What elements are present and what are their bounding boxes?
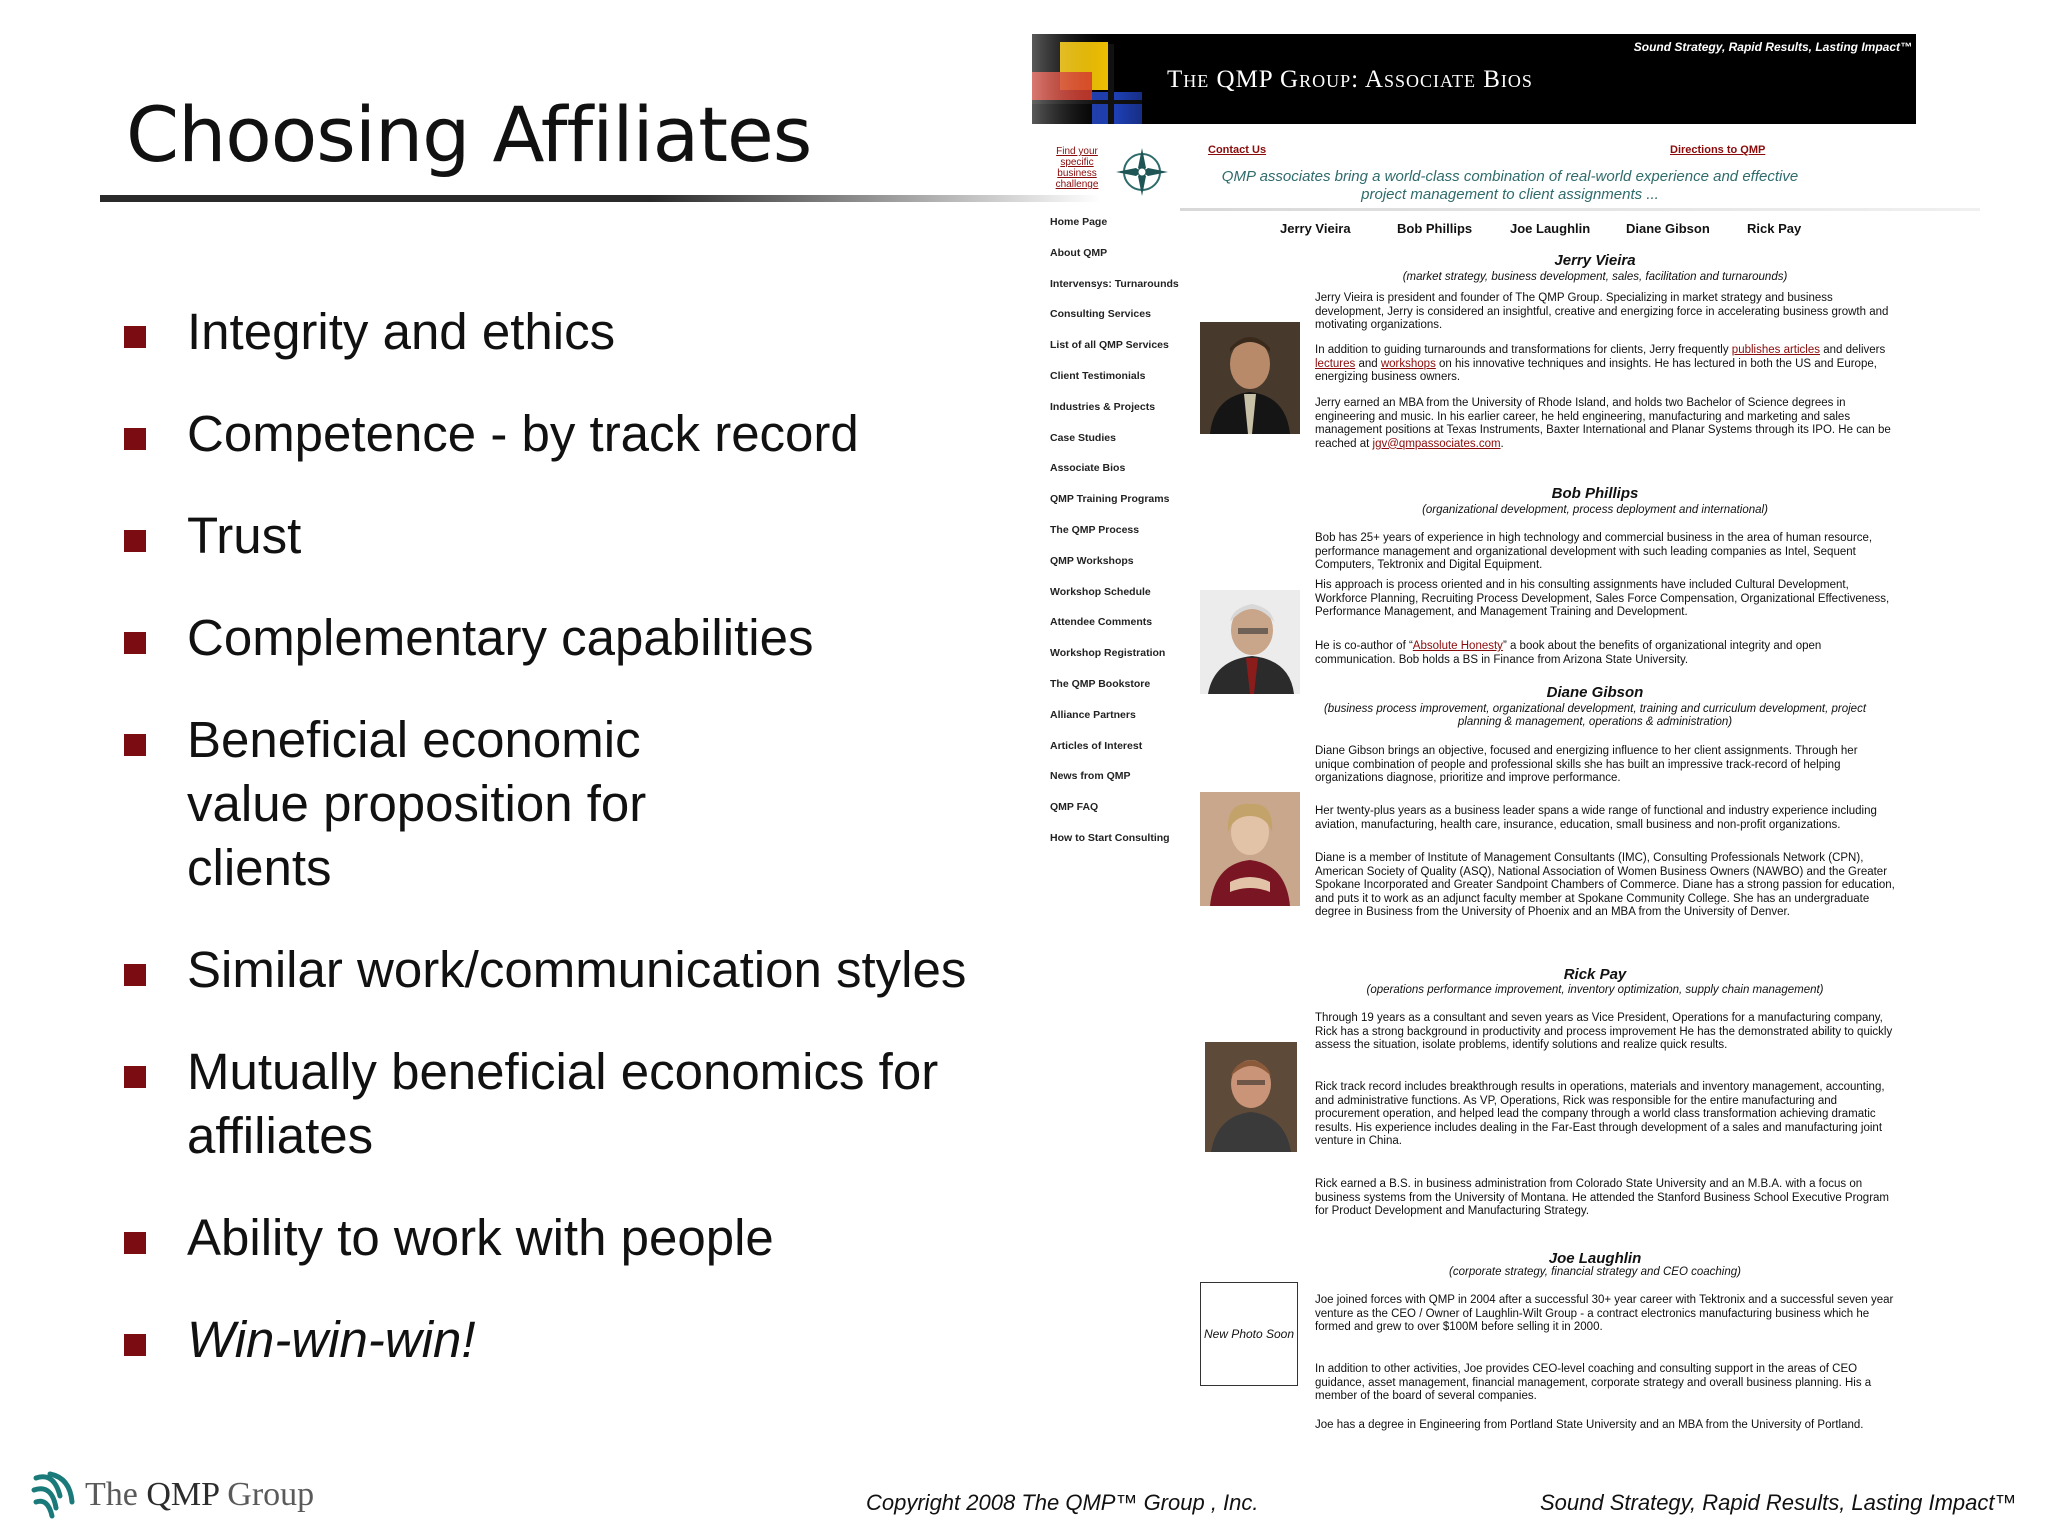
bullet-text: Beneficial economic value proposition for clients — [187, 711, 647, 896]
bullet-square-icon — [124, 1232, 146, 1254]
compass-icon[interactable] — [1112, 144, 1172, 200]
header-title: The QMP Group: Associate Bios — [1167, 66, 1533, 93]
lectures-link[interactable]: lectures — [1315, 357, 1356, 370]
header-tagline: Sound Strategy, Rapid Results, Lasting Impact™ — [1633, 40, 1912, 54]
bullet-text: Integrity and ethics — [187, 303, 616, 360]
logo-prefix: The — [85, 1476, 147, 1513]
logo-bold: QMP — [146, 1476, 219, 1513]
bio-spec-rick: (operations performance improvement, inventory optimization, supply chain management) — [1366, 984, 1824, 996]
bio-spec-joe: (corporate strategy, financial strategy and CEO coaching) — [1449, 1266, 1741, 1278]
bullet-square-icon — [124, 1066, 146, 1088]
bio-text: . — [1500, 437, 1504, 450]
contact-us-link[interactable]: Contact Us — [1208, 144, 1267, 156]
bullet-text: Similar work/communication styles — [187, 941, 967, 998]
bullet-text: Win-win-win! — [187, 1311, 476, 1368]
bullet-square-icon — [124, 428, 146, 450]
bullet-item — [124, 504, 1024, 568]
directions-link[interactable]: Directions to QMP — [1670, 144, 1766, 156]
tab-joe-laughlin[interactable]: Joe Laughlin — [1510, 221, 1591, 236]
bullet-text: Ability to work with people — [187, 1209, 774, 1266]
nav-item-bookstore[interactable]: The QMP Bookstore — [1050, 677, 1151, 690]
tab-rick-pay[interactable]: Rick Pay — [1747, 221, 1802, 236]
bullet-text: Trust — [187, 507, 302, 564]
photo-diane — [1200, 792, 1300, 906]
bio-para-diane-1: Diane Gibson brings an objective, focused and energizing influence to her client assignments. Through her unique combination of people and professional skills she has built an impressive track-record of helping organizations diagnose, prioritize and improve performance. — [1315, 745, 1858, 784]
nav-item-news[interactable]: News from QMP — [1050, 770, 1131, 783]
bio-para-rick-2: Rick track record includes breakthrough results in operations, materials and inventory management, accounting, and administrative functions. As VP, Operations, Rick was responsible for the entire manufacturing and procurement operation, and helped lead the company through a world class transformation achieving dramatic results. His experience includes dealing in the Far-East through development of a sales and manufacturing joint venture in China. — [1315, 1081, 1885, 1147]
bio-text: In addition to guiding turnarounds and transformations for clients, Jerry frequently — [1315, 344, 1732, 356]
absolute-honesty-link[interactable]: Absolute Honesty — [1412, 640, 1503, 652]
nav-item-training[interactable]: QMP Training Programs — [1050, 493, 1170, 506]
nav-item-services[interactable]: List of all QMP Services — [1050, 339, 1169, 352]
bullet-item — [124, 606, 1024, 670]
bullet-square-icon — [124, 530, 146, 552]
footer-tagline: Sound Strategy, Rapid Results, Lasting Impact™ — [1540, 1490, 2017, 1515]
bullet-text: Competence - by track record — [187, 405, 859, 462]
tagline-rule — [1180, 208, 1980, 211]
bullet-item — [124, 300, 1024, 364]
nav-item-consulting[interactable]: Consulting Services — [1050, 308, 1151, 321]
slide-title: Choosing Affiliates — [126, 90, 812, 179]
bio-para-jerry-3 — [1315, 397, 1895, 451]
bullet-item — [124, 1206, 1024, 1270]
bio-para-joe-2: In addition to other activities, Joe provides CEO-level coaching and consulting support in the areas of CEO guidance, asset management, financial management, corporate strategy and overall business planning. His a member of the board of several companies. — [1315, 1363, 1872, 1402]
nav-item-industries[interactable]: Industries & Projects — [1050, 400, 1156, 413]
bio-para-diane-2: Her twenty-plus years as a business leader spans a wide range of functional and industry experience including aviation, manufacturing, health care, insurance, education, small business and non-profit organizations. — [1315, 805, 1877, 831]
photo-bob — [1200, 590, 1300, 694]
nav-item-articles[interactable]: Articles of Interest — [1050, 739, 1143, 752]
workshops-link[interactable]: workshops — [1380, 357, 1436, 370]
logo-suffix: Group — [218, 1476, 315, 1513]
bio-text: He is co-author of “ — [1315, 640, 1413, 652]
bio-para-bob-1: Bob has 25+ years of experience in high technology and commercial business in the area of human resource, performance management and organizational development with such leading companies as Intel, Sequent Computers, Tektronix and Digital Equipment. — [1315, 532, 1873, 571]
nav-item-start-consulting[interactable]: How to Start Consulting — [1050, 831, 1170, 844]
bio-text: on his innovative techniques and insights. He has lectured in both the US and Europe, energizing business owners. — [1315, 357, 1877, 383]
logo-text — [85, 1476, 314, 1514]
bullet-item — [124, 938, 1024, 1002]
nav-item-process[interactable]: The QMP Process — [1050, 523, 1140, 536]
bio-para-joe-1: Joe joined forces with QMP in 2004 after a successful 30+ year career with Tektronix and a successful seven year venture as the CEO / Owner of Laughlin-Wilt Group - a contract electronics manufacturing business which he formed and grew to over $100M before selling it in 2000. — [1315, 1294, 1894, 1333]
bullet-item — [124, 402, 1024, 466]
nav-item-testimonials[interactable]: Client Testimonials — [1050, 369, 1146, 382]
site-nav — [1050, 212, 1179, 859]
bullet-square-icon — [124, 964, 146, 986]
bio-para-jerry-1: Jerry Vieira is president and founder of The QMP Group. Specializing in market strategy and business development, Jerry is considered an insightful, creative and energizing force in accelerating business growth and motivating organizations. — [1315, 292, 1889, 331]
nav-item-registration[interactable]: Workshop Registration — [1050, 647, 1166, 660]
website-screenshot — [1030, 34, 2030, 1454]
bullet-item — [124, 708, 764, 900]
bio-para-bob-2: His approach is process oriented and in his consulting assignments have included Cultural Development, Workforce Planning, Recruiting Process Development, Sales Force Compensation, Organizational Effectiveness, Performance Management, and Management Training and Development. — [1315, 579, 1890, 618]
nav-item-alliance[interactable]: Alliance Partners — [1050, 708, 1136, 721]
nav-item-schedule[interactable]: Workshop Schedule — [1050, 585, 1151, 598]
bio-text: ” a book about the benefits of organizational integrity and open communication. Bob holds a BS in Finance from Arizona State University. — [1315, 640, 1822, 666]
bio-para-rick-3: Rick earned a B.S. in business administration from Colorado State University and an M.B.A. with a focus on business systems from the University of Montana. He attended the Stanford Business School Executive Program for Product Development and Manufacturing Strategy. — [1315, 1178, 1890, 1217]
title-rule — [100, 195, 1100, 202]
bio-spec-diane: (business process improvement, organizational development, training and curriculum development, project planning & management, operations & administration) — [1323, 703, 1867, 728]
bio-text: and — [1355, 357, 1381, 370]
nav-item-attendee-comments[interactable]: Attendee Comments — [1050, 616, 1153, 629]
qmp-logo — [30, 1468, 315, 1528]
bio-para-diane-3: Diane is a member of Institute of Management Consultants (IMC), Consulting Professionals Network (CPN), American Society of Quality (ASQ), National Association of Women Business Owners (NAWBO) and the Greater Spokane Incorporated and Greater Sandpoint Chambers of Commerce. Diane has a strong passion for education, and puts it to work as an adjunct faculty member at Spokane Community College. She has an undergraduate degree in Business from the University of Phoenix and an MBA from the University of Denver. — [1315, 852, 1895, 918]
bio-spec-bob: (organizational development, process deployment and international) — [1422, 504, 1768, 516]
bullet-square-icon — [124, 734, 146, 756]
bio-para-bob-3 — [1315, 640, 1895, 667]
bio-name-bob: Bob Phillips — [1551, 485, 1639, 502]
bio-para-rick-1: Through 19 years as a consultant and seven years as Vice President, Operations for a manufacturing company, Rick has a strong background in productivity and process improvement He has the demonstrated ability to quickly assess the situation, isolate problems, identify solutions and realize quick results. — [1315, 1012, 1893, 1051]
bio-spec-jerry: (market strategy, business development, sales, facilitation and turnarounds) — [1402, 271, 1788, 283]
site-header — [1032, 34, 1916, 124]
mondrian-logo-icon — [1032, 34, 1172, 124]
nav-item-workshops[interactable]: QMP Workshops — [1050, 554, 1134, 567]
bullet-square-icon — [124, 632, 146, 654]
bio-name-rick: Rick Pay — [1563, 966, 1627, 983]
bullet-text: Complementary capabilities — [187, 609, 814, 666]
publishes-articles-link[interactable]: publishes articles — [1731, 344, 1821, 356]
bullet-item — [124, 1040, 944, 1168]
bullet-square-icon — [124, 1334, 146, 1356]
bio-text: and delivers — [1820, 344, 1886, 356]
bio-name-joe: Joe Laughlin — [1548, 1250, 1642, 1267]
footer-copyright: Copyright 2008 The QMP™ Group , Inc. — [866, 1490, 1259, 1515]
bio-name-jerry: Jerry Vieira — [1554, 252, 1636, 269]
bullet-item — [124, 1308, 1024, 1372]
nav-item-about[interactable]: About QMP — [1050, 246, 1108, 259]
tab-diane-gibson[interactable]: Diane Gibson — [1626, 221, 1710, 236]
find-challenge-link[interactable]: Find your specific business challenge — [1055, 146, 1099, 190]
nav-item-home[interactable]: Home Page — [1050, 216, 1108, 228]
qmp-swirl-icon — [30, 1468, 84, 1522]
photo-jerry — [1200, 322, 1300, 434]
bio-name-diane: Diane Gibson — [1546, 684, 1644, 701]
site-tagline: QMP associates bring a world-class combination of real-world experience and effective project management to client assignments ... — [1221, 168, 1799, 203]
bio-para-jerry-2 — [1315, 344, 1895, 385]
tab-bob-phillips[interactable]: Bob Phillips — [1397, 221, 1473, 236]
photo-placeholder-joe: New Photo Soon — [1200, 1282, 1298, 1386]
nav-item-associate-bios[interactable]: Associate Bios — [1050, 462, 1126, 475]
photo-rick — [1205, 1042, 1297, 1152]
bullet-text: Mutually beneficial economics for affiliates — [187, 1043, 939, 1164]
nav-item-case-studies[interactable]: Case Studies — [1050, 431, 1116, 444]
nav-item-intervensys[interactable]: Intervensys: Turnarounds — [1050, 277, 1179, 290]
email-link[interactable]: jgv@qmpassociates.com — [1372, 437, 1501, 450]
nav-item-faq[interactable]: QMP FAQ — [1050, 801, 1099, 814]
bio-para-joe-3: Joe has a degree in Engineering from Portland State University and an MBA from the University of Portland. — [1315, 1419, 1864, 1431]
bullet-list — [124, 300, 1024, 1372]
bio-text: Jerry earned an MBA from the University of Rhode Island, and holds two Bachelor of Science degrees in engineering and music. In his earlier career, he held engineering, manufacturing and marketing and sales management positions at Texas Instruments, Baxter International and Planar Systems through its IPO. He can be reached at — [1315, 397, 1891, 450]
tab-jerry-vieira[interactable]: Jerry Vieira — [1280, 221, 1351, 236]
bullet-square-icon — [124, 326, 146, 348]
